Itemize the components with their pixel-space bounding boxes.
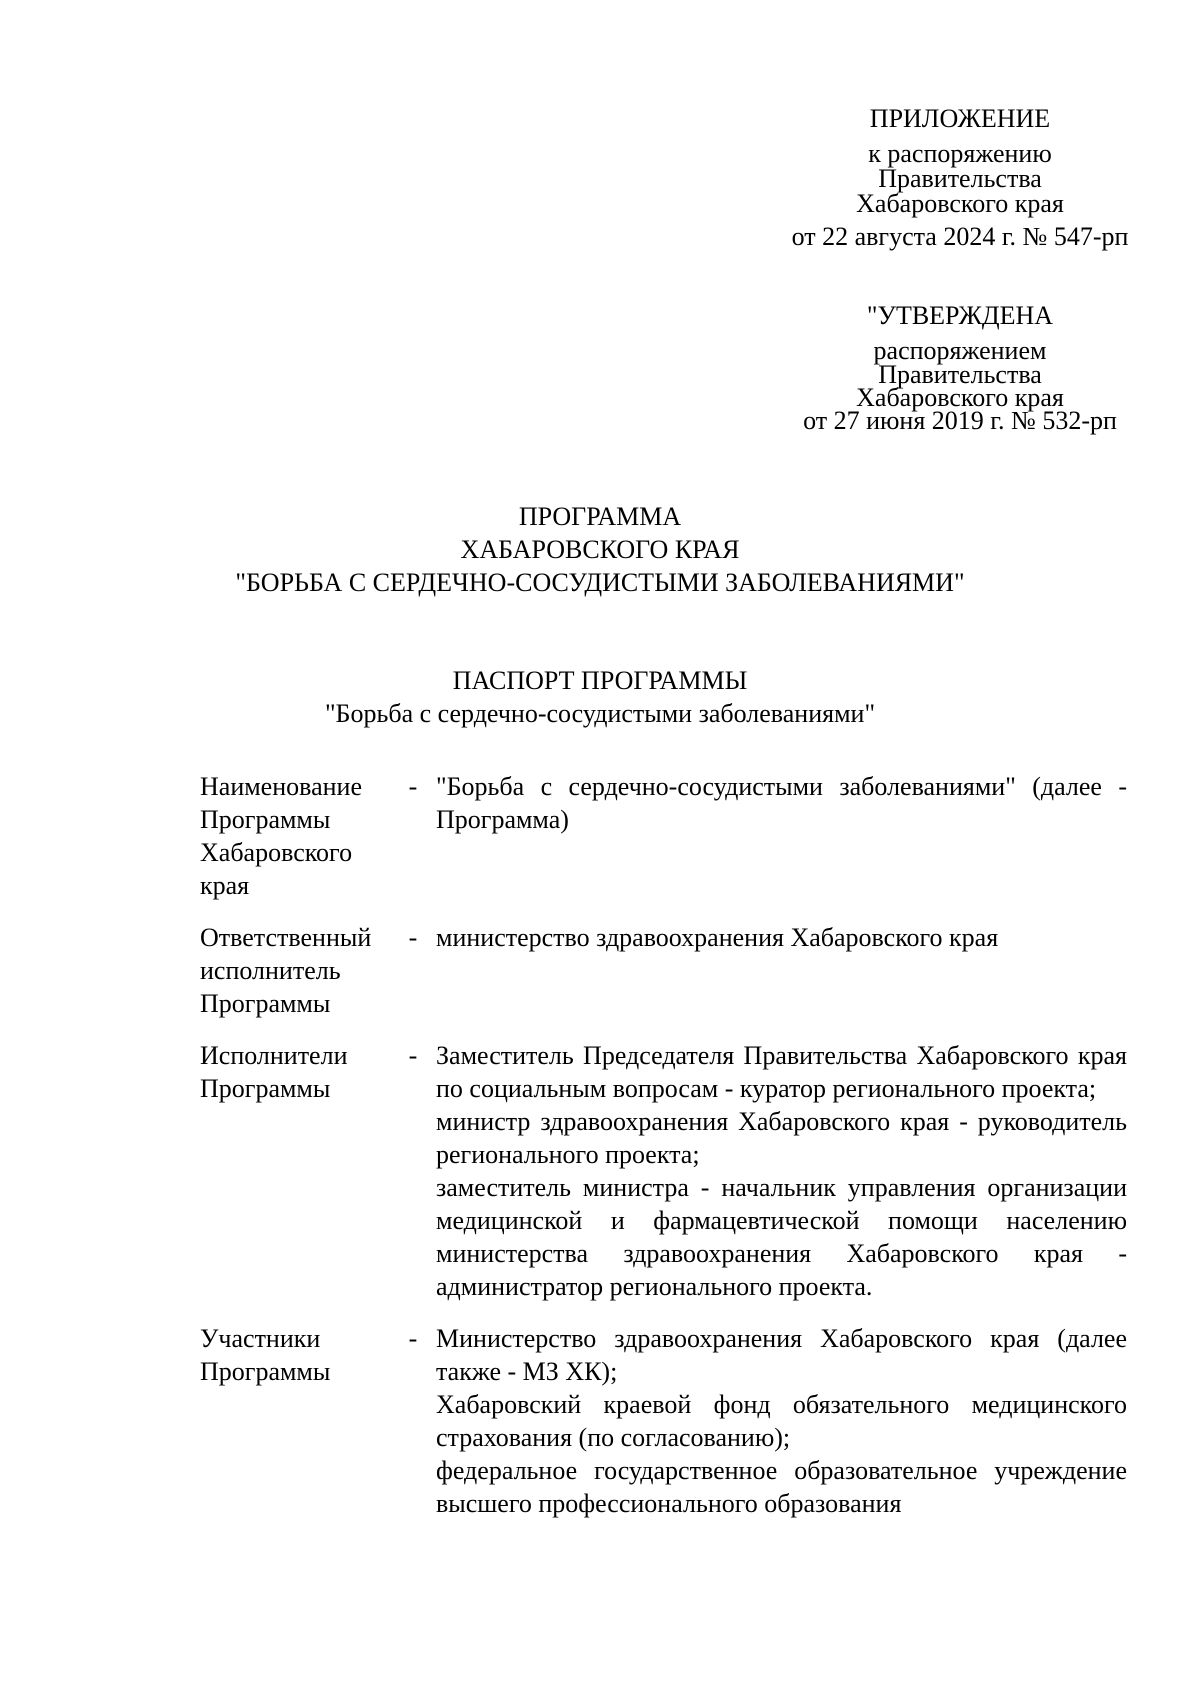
value-paragraph: Заместитель Председателя Правительства Хабаровского края по социальным вопросам - куратор регионального проекта; [436,1041,1127,1103]
label-line: Программы [200,805,331,834]
row-label [200,921,390,1020]
approval-date: от 27 июня 2019 г. № 532-рп [803,406,1117,435]
row-dash: - [408,1324,418,1353]
appendix-heading: ПРИЛОЖЕНИЕ [869,104,1051,133]
label-line: Наименование [200,772,362,801]
value-paragraph: Хабаровский краевой фонд обязательного медицинского страхования (по согласованию); [436,1390,1127,1452]
label-line: Программы [200,1357,331,1386]
passport-title [0,664,1200,730]
passport-row-name [200,770,1127,902]
program-title-line: "БОРЬБА С СЕРДЕЧНО-СОСУДИСТЫМИ ЗАБОЛЕВАНИЯМИ" [235,568,965,597]
value-paragraph: "Борьба с сердечно-сосудистыми заболеваниями" (далее - Программа) [436,772,1127,834]
program-title-line: ХАБАРОВСКОГО КРАЯ [460,535,740,564]
row-value [436,1039,1127,1303]
appendix-line: к распоряжению [868,139,1052,168]
approval-line: Хабаровского края [856,383,1064,412]
row-label [200,770,390,902]
appendix-line: Правительства [878,164,1042,193]
label-line: Исполнители [200,1041,348,1070]
passport-title-line: "Борьба с сердечно-сосудистыми заболеваниями" [324,699,876,728]
passport-row-participants [200,1322,1127,1520]
passport-row-responsible [200,921,1127,1020]
label-line: края [200,871,250,900]
row-dash: - [408,923,418,952]
label-line: Программы [200,989,331,1018]
passport-row-executors [200,1039,1127,1303]
value-paragraph: министр здравоохранения Хабаровского края - руководитель регионального проекта; [436,1107,1127,1169]
label-line: Хабаровского [200,838,353,867]
row-value [436,770,1127,902]
label-line: Ответственный [200,923,372,952]
approval-line: Правительства [878,360,1042,389]
passport-title-line: ПАСПОРТ ПРОГРАММЫ [452,666,748,695]
label-line: Участники [200,1324,321,1353]
label-line: Программы [200,1074,331,1103]
approval-line: распоряжением [873,336,1047,365]
label-line: исполнитель [200,956,341,985]
row-label [200,1039,390,1303]
row-dash: - [408,772,418,801]
value-paragraph: министерство здравоохранения Хабаровского края [436,923,999,952]
program-title-line: ПРОГРАММА [518,502,682,531]
approval-stamp [740,301,1180,435]
appendix-date: от 22 августа 2024 г. № 547-рп [791,222,1129,251]
value-paragraph: федеральное государственное образовательное учреждение высшего профессионального образования [436,1456,1127,1518]
program-title [0,500,1200,599]
row-label [200,1322,390,1520]
value-paragraph: Министерство здравоохранения Хабаровского края (далее также - МЗ ХК); [436,1324,1127,1386]
row-value [436,921,1127,1020]
row-value [436,1322,1127,1520]
approval-heading: "УТВЕРЖДЕНА [866,301,1054,330]
value-paragraph: заместитель министра - начальник управления организации медицинской и фармацевтической помощи населению министерства здравоохранения Хабаровского края - администратор регионального проекта. [436,1173,1127,1301]
appendix-stamp [740,106,1180,249]
passport-table [200,770,1127,1539]
row-dash: - [408,1041,418,1070]
appendix-line: Хабаровского края [856,189,1064,218]
